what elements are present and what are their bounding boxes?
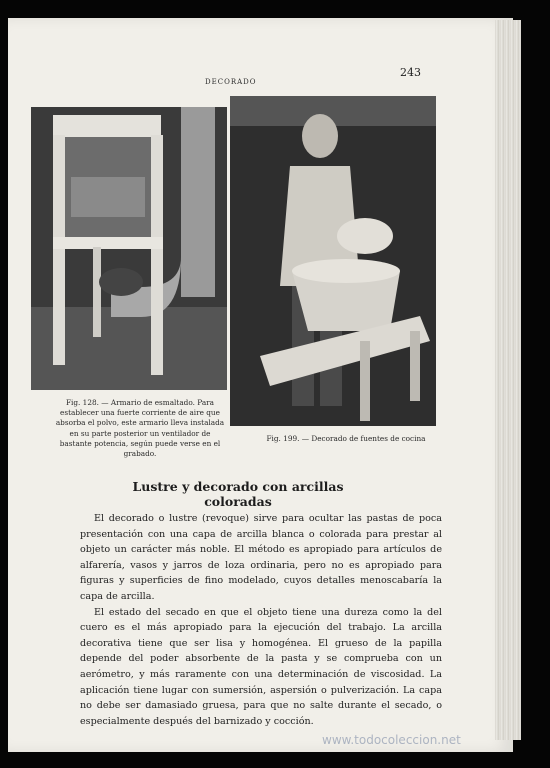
figure-128-photo (31, 107, 227, 390)
page-edges (495, 20, 521, 740)
watermark: www.todocoleccion.net (322, 733, 461, 747)
running-head: DECORADO (205, 78, 257, 86)
paragraph: El decorado o lustre (revoque) sirve para ocultar las pastas de poca presentación con una capa de arcilla blanca o colorada para prestar al objeto un carácter más noble. El método es apropiado para artículos de alfarería, vasos y jarros de loza ordinaria, pero no es apropiado para figuras y superficies de fino modelado, cuyos detalles menoscabaría la capa de arcilla. (80, 513, 442, 602)
body-text (80, 511, 442, 729)
figure-129-caption: Fig. 199. — Decorado de fuentes de cocina (266, 434, 426, 443)
page-number: 243 (400, 66, 421, 79)
figure-129-photo (230, 96, 436, 426)
section-title: Lustre y decorado con arcillas coloradas (132, 479, 344, 509)
paragraph: El estado del secado en que el objeto tiene una dureza como la del cuero es el más apropiado para la ejecución del trabajo. La arcilla decorativa tiene que ser lisa y homogénea. El grueso de la papilla depende del poder absorbente de la pasta y se comprueba con un aerómetro, y más raramente con una determinación de viscosidad. La aplicación tiene lugar con sumersión, aspersión o pulverización. La capa no debe ser damasiado gruesa, para que no salte durante el secado, o especialmente después del barnizado y cocción. (80, 606, 442, 727)
figure-128-caption: Fig. 128. — Armario de esmaltado. Para establecer una fuerte corriente de aire que absorba el polvo, este armario lleva instalada en su parte posterior un ventilador de bastante potencia, según puede verse en el grabado. (55, 398, 225, 459)
